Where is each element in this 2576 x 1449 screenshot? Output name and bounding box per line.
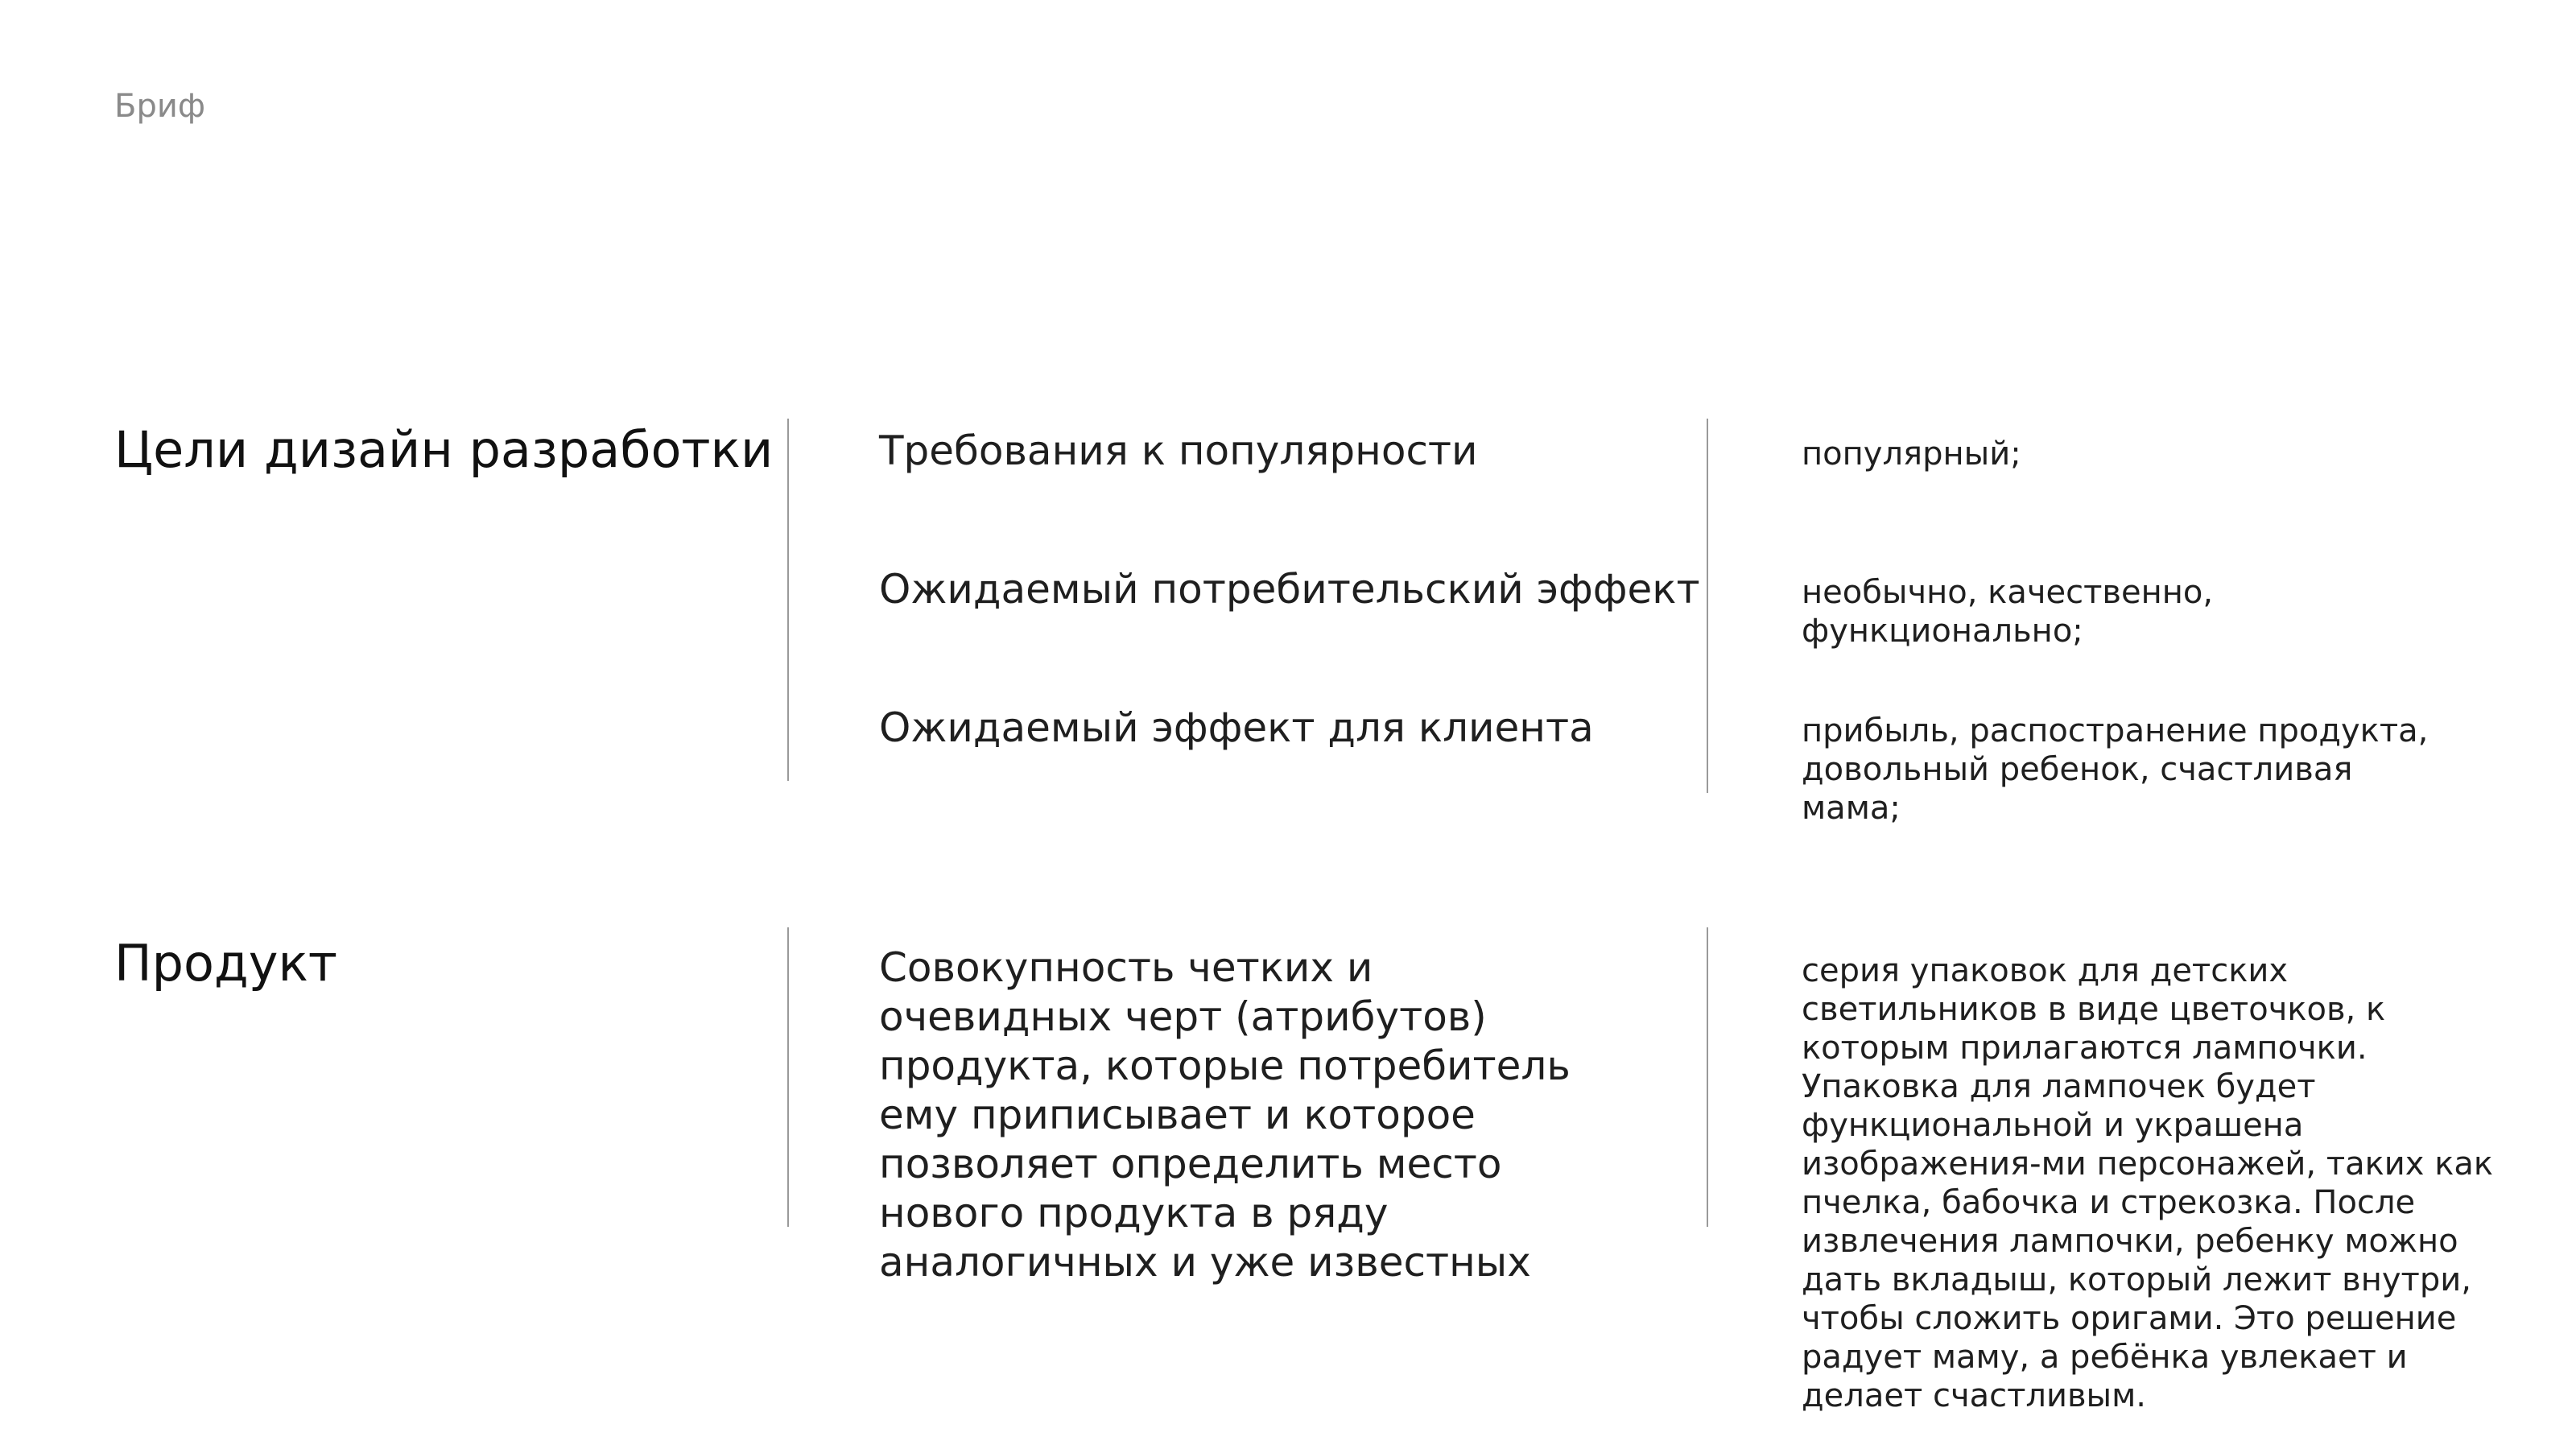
goals-row-label-client-effect: Ожидаемый эффект для клиента [879,704,1594,751]
goals-divider-right [1707,419,1708,793]
goals-section-title: Цели дизайн разработки [114,420,774,479]
product-section-title: Продукт [114,934,338,993]
goals-row-value-consumer-effect: необычно, качественно, функционально; [1802,574,2214,650]
page-kicker: Бриф [114,88,206,125]
product-description: серия упаковок для детских светильников в виде цветочков, к которым прилагаются лампочки. Упаковка для лампочек будет функциональной и украшена изображения-ми персонажей, таких как пчелка, бабочка и стрекозка. После извлечения лампочки, ребенку можно дать вкладыш, который лежит внутри, чтобы сложить оригами. Это решение радует маму, а ребёнка увлекает и делает счастливым. [1802,952,2494,1414]
goals-row-value-popularity: популярный; [1802,436,2021,473]
product-divider-left [787,927,789,1227]
goals-row-label-consumer-effect: Ожидаемый потребительский эффект [879,566,1700,613]
goals-divider-left [787,419,789,781]
goals-row-label-popularity: Требования к популярности [879,427,1478,474]
product-divider-right [1707,927,1708,1227]
product-definition: Совокупность четких и очевидных черт (атрибутов) продукта, которые потребитель ему приписывает и которое позволяет определить место нового продукта в ряду аналогичных и уже известных [879,944,1571,1286]
goals-row-value-client-effect: прибыль, распостранение продукта, довольный ребенок, счастливая мама; [1802,712,2429,827]
